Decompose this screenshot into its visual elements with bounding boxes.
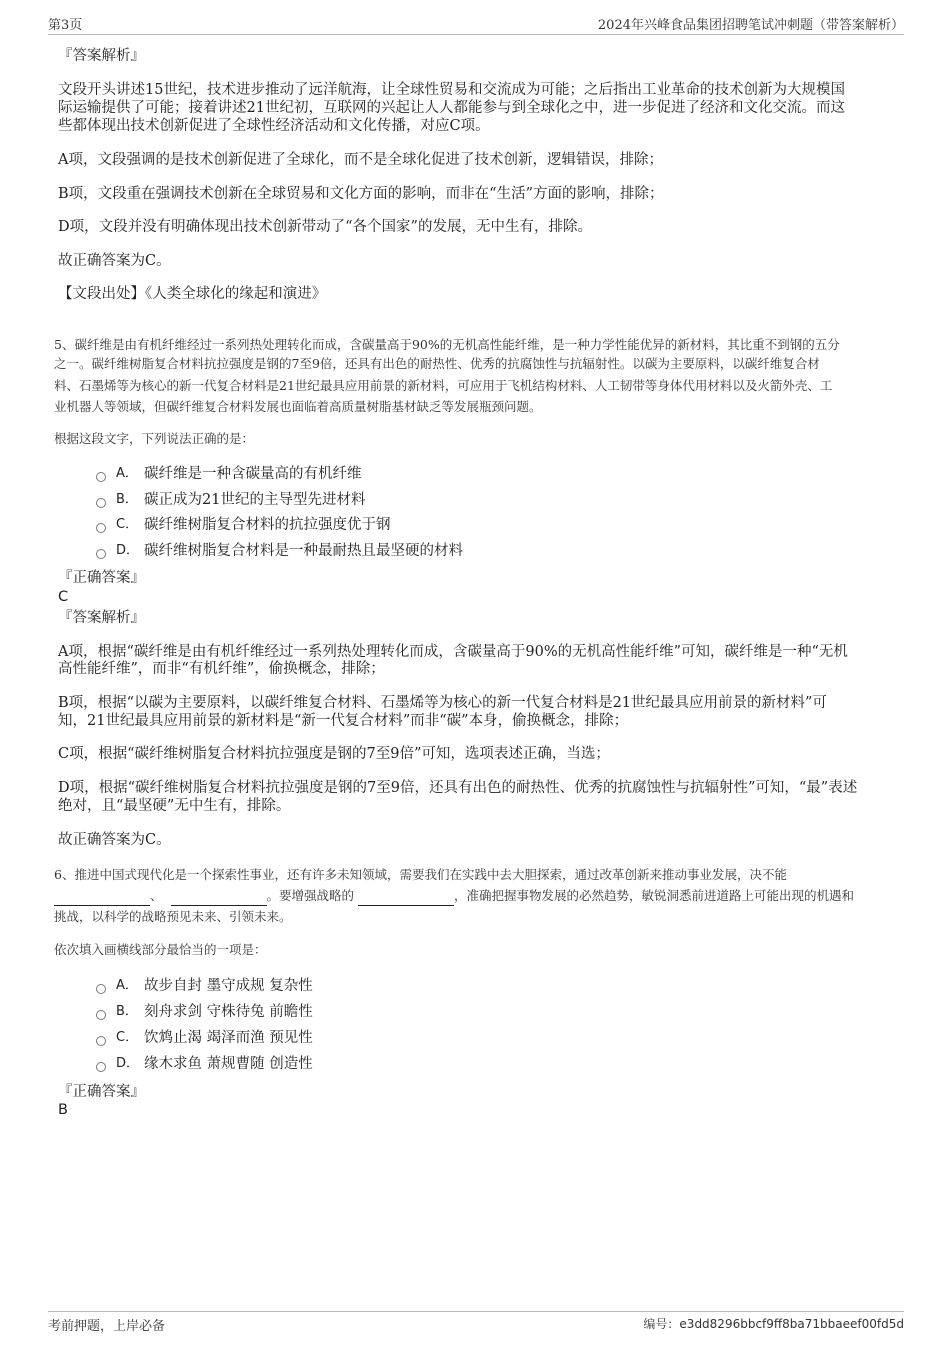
option-d[interactable] [96, 542, 463, 560]
page-footer [48, 1311, 904, 1336]
correct-answer: C [58, 589, 69, 605]
option-b-analysis: 知，21世纪最具应用前景的新材料是“新一代复合材料”而非“碳”本身，偷换概念，排除； [58, 713, 629, 729]
question-stem-line: 挑战，以科学的战略预见未来、引领未来。 [54, 909, 292, 924]
document-code: 编号：e3dd8296bbcf9ff8ba71bbaeef00fd5d [643, 1317, 904, 1331]
question-stem-line: 业机器人等领域，但碳纤维复合材料发展也面临着高质量树脂基材缺乏等发展瓶颈问题。 [54, 399, 542, 414]
option-a[interactable] [96, 465, 362, 483]
radio-button[interactable] [96, 1036, 106, 1046]
option-text: 碳纤维是一种含碳量高的有机纤维 [144, 466, 362, 482]
option-key: C． [116, 517, 139, 532]
option-d-analysis: D项，文段并没有明确体现出技术创新带动了“各个国家”的发展，无中生有，排除。 [58, 219, 592, 235]
page-header [48, 14, 904, 35]
question-stem-line: 6、推进中国式现代化是一个探索性事业，还有许多未知领域，需要我们在实践中去大胆探索，通过改革创新来推动事业发展，决不能 [54, 867, 787, 882]
radio-button[interactable] [96, 472, 106, 482]
option-d[interactable] [96, 1055, 313, 1073]
option-text: 刻舟求剑 守株待兔 前瞻性 [144, 1004, 313, 1020]
option-a-analysis: 高性能纤维”，而非“有机纤维”，偷换概念，排除； [58, 661, 385, 677]
stem-text: 、 [150, 888, 163, 903]
option-a-analysis: A项，文段强调的是技术创新促进了全球化，而不是全球化促进了技术创新，逻辑错误，排除； [58, 152, 663, 168]
fill-blank[interactable] [358, 891, 454, 906]
conclusion: 故正确答案为C。 [58, 253, 171, 269]
document-title: 2024年兴峰食品集团招聘笔试冲刺题（带答案解析） [597, 18, 904, 33]
option-d-analysis: D项，根据“碳纤维树脂复合材料抗拉强度是钢的7至9倍，还具有出色的耐热性、优秀的抗腐蚀性与抗辐射性”可知，“最”表述 [58, 780, 858, 796]
analysis-heading: 『答案解析』 [58, 610, 145, 626]
radio-button[interactable] [96, 549, 106, 559]
page-number: 第3页 [48, 18, 83, 33]
option-key: C． [116, 1030, 139, 1045]
option-text: 故步自封 墨守成规 复杂性 [144, 978, 313, 994]
option-key: D． [116, 543, 140, 558]
radio-button[interactable] [96, 1010, 106, 1020]
option-a-analysis: A项，根据“碳纤维是由有机纤维经过一系列热处理转化而成，含碳量高于90%的无机高性能纤维”可知，碳纤维是一种“无机 [58, 644, 848, 660]
question-prompt: 根据这段文字，下列说法正确的是： [54, 431, 255, 446]
option-key: A． [116, 466, 138, 481]
option-d-analysis: 绝对，且“最坚硬”无中生有，排除。 [58, 798, 291, 814]
option-key: B． [116, 1004, 138, 1019]
stem-text: ，准确把握事物发展的必然趋势，敏锐洞悉前进道路上可能出现的机遇和 [454, 888, 855, 903]
option-c[interactable] [96, 1029, 313, 1047]
question-stem-line [54, 885, 854, 906]
analysis-line: 些都体现出技术创新促进了全球性经济活动和文化传播，对应C项。 [58, 118, 490, 134]
question-stem-line: 5、碳纤维是由有机纤维经过一系列热处理转化而成，含碳量高于90%的无机高性能纤维，是一种力学性能优异的新材料，其比重不到钢的五分 [54, 337, 840, 352]
option-b-analysis: B项，根据“以碳为主要原料，以碳纤维复合材料、石墨烯等为核心的新一代复合材料是21世纪最具应用前景的新材料”可 [58, 695, 827, 711]
option-text: 碳纤维树脂复合材料的抗拉强度优于钢 [144, 517, 391, 533]
option-b-analysis: B项，文段重在强调技术创新在全球贸易和文化方面的影响，而非在“生活”方面的影响，排除； [58, 186, 664, 202]
option-c-analysis: C项，根据“碳纤维树脂复合材料抗拉强度是钢的7至9倍”可知，选项表述正确，当选； [58, 746, 610, 762]
correct-answer: B [58, 1102, 68, 1118]
answer-heading: 『正确答案』 [58, 570, 145, 586]
analysis-heading: 『答案解析』 [58, 48, 145, 64]
option-c[interactable] [96, 516, 391, 534]
option-b[interactable] [96, 1003, 313, 1021]
option-text: 缘木求鱼 萧规曹随 创造性 [144, 1056, 313, 1072]
option-a[interactable] [96, 977, 313, 995]
option-key: A． [116, 978, 138, 993]
option-text: 碳纤维树脂复合材料是一种最耐热且最坚硬的材料 [144, 543, 463, 559]
option-text: 饮鸩止渴 竭泽而渔 预见性 [144, 1030, 313, 1046]
radio-button[interactable] [96, 1062, 106, 1072]
analysis-line: 文段开头讲述15世纪，技术进步推动了远洋航海，让全球性贸易和交流成为可能；之后指出工业革命的技术创新为大规模国 [58, 82, 845, 98]
question-prompt: 依次填入画横线部分最恰当的一项是： [54, 942, 267, 957]
conclusion: 故正确答案为C。 [58, 832, 171, 848]
footer-slogan: 考前押题，上岸必备 [48, 1319, 166, 1334]
passage-source: 【文段出处】《人类全球化的缘起和演进》 [58, 286, 327, 302]
option-text: 碳正成为21世纪的主导型先进材料 [144, 492, 366, 508]
question-stem-line: 料、石墨烯等为核心的新一代复合材料是21世纪最具应用前景的新材料，可应用于飞机结构材料、人工韧带等身体代用材料以及火箭外壳、工 [54, 378, 833, 393]
option-key: D． [116, 1056, 140, 1071]
radio-button[interactable] [96, 523, 106, 533]
option-key: B． [116, 492, 138, 507]
question-stem-line: 之一。碳纤维树脂复合材料抗拉强度是钢的7至9倍，还具有出色的耐热性、优秀的抗腐蚀性与抗辐射性。以碳为主要原料，以碳纤维复合材 [54, 356, 820, 371]
fill-blank[interactable] [171, 891, 267, 906]
analysis-line: 际运输提供了可能；接着讲述21世纪初，互联网的兴起让人人都能参与到全球化之中，进一步促进了经济和文化交流。而这 [58, 100, 845, 116]
fill-blank[interactable] [54, 891, 150, 906]
answer-heading: 『正确答案』 [58, 1084, 145, 1100]
stem-text: 。要增强战略的 [266, 888, 355, 903]
radio-button[interactable] [96, 984, 106, 994]
option-b[interactable] [96, 491, 365, 509]
radio-button[interactable] [96, 498, 106, 508]
